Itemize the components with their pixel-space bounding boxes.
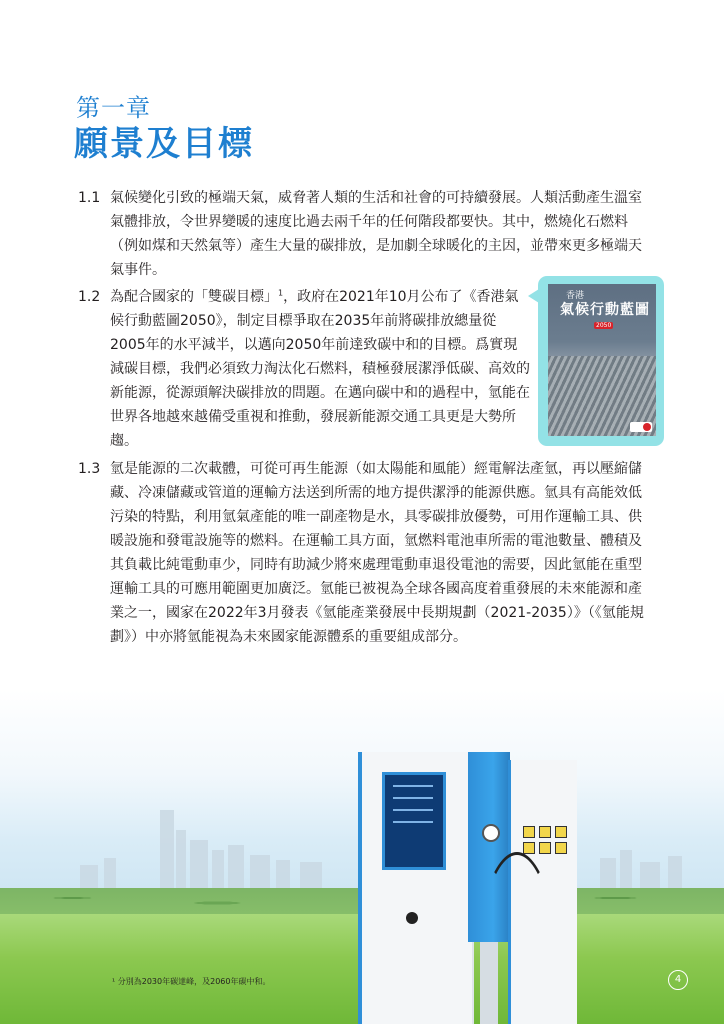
paragraph-number: 1.1 <box>78 190 101 206</box>
paragraph-text: 氫是能源的二次載體，可從可再生能源（如太陽能和風能）經電解法產氫，再以壓縮儲藏、冷凍儲藏或管道的運輸方法送到所需的地方提供潔淨的能源供應。氫具有高能效低污染的特點，利用氫氣產能的唯一副產物是水，具零碳排放優勢，可用作運輸工具、供暖設施和發電設施等的燃料。在運輸工具方面，氫燃料電池車所需的電池數量、體積及其負載比純電動車少，同時有助減少將來處理電動車退役電池的需要，因此氫能在重型運輸工具的可應用範圍更加廣泛。氫能已被視為全球各國高度着重發展的未來能源和產業之一，國家在2022年3月發表《氫能產業發展中長期規劃（2021-2035）》（《氫能規劃》）中亦將氫能視為未來國家能源體系的重要組成部分。 <box>110 461 644 645</box>
paragraph-number: 1.2 <box>78 289 101 305</box>
paragraph-text-part: 為配合國家的「雙碳目標」 <box>110 289 278 305</box>
hydrogen-dispenser-image <box>358 752 574 1024</box>
cover-year-badge: 2050 <box>596 322 612 329</box>
paragraph-text <box>110 285 530 453</box>
gauge-icon <box>482 824 500 842</box>
report-cover-image <box>548 284 656 436</box>
page-number: 4 <box>668 970 688 990</box>
paragraph-number: 1.3 <box>78 461 101 477</box>
hk-government-logo <box>630 422 652 432</box>
paragraph-text: 氣候變化引致的極端天氣，威脅著人類的生活和社會的可持續發展。人類活動產生溫室氣體排放，令世界變暖的速度比過去兩千年的任何階段都要快。其中，燃燒化石燃料（例如煤和天然氣等）產生大量的碳排放，是加劇全球暖化的主因，並帶來更多極端天氣事件。 <box>110 190 642 278</box>
chapter-label: 第一章 <box>76 94 151 122</box>
chapter-title: 願景及目標 <box>74 124 254 164</box>
cover-small-title: 香港 <box>566 291 585 301</box>
cover-title: 氣候行動藍圖 <box>560 302 650 318</box>
paragraph-text-part: ，政府在2021年10月公布了《香港氣候行動藍圖2050》，制定目標爭取在2035年前將碳排放總量從2005年的水平減半，以邁向2050年前達致碳中和的目標。爲實現減碳目標，我們必須致力淘汰化石燃料，積極發展潔淨低碳、高效的新能源，從源頭解決碳排放的問題。在邁向碳中和的過程中，氫能在世界各地越來越備受重視和推動，發展新能源交通工具更是大勢所趨。 <box>110 289 530 449</box>
footnote: ¹ 分別為2030年碳達峰，及2060年碳中和。 <box>112 977 271 986</box>
footnote-ref: 1 <box>278 288 284 298</box>
dispenser-screen <box>382 772 446 870</box>
